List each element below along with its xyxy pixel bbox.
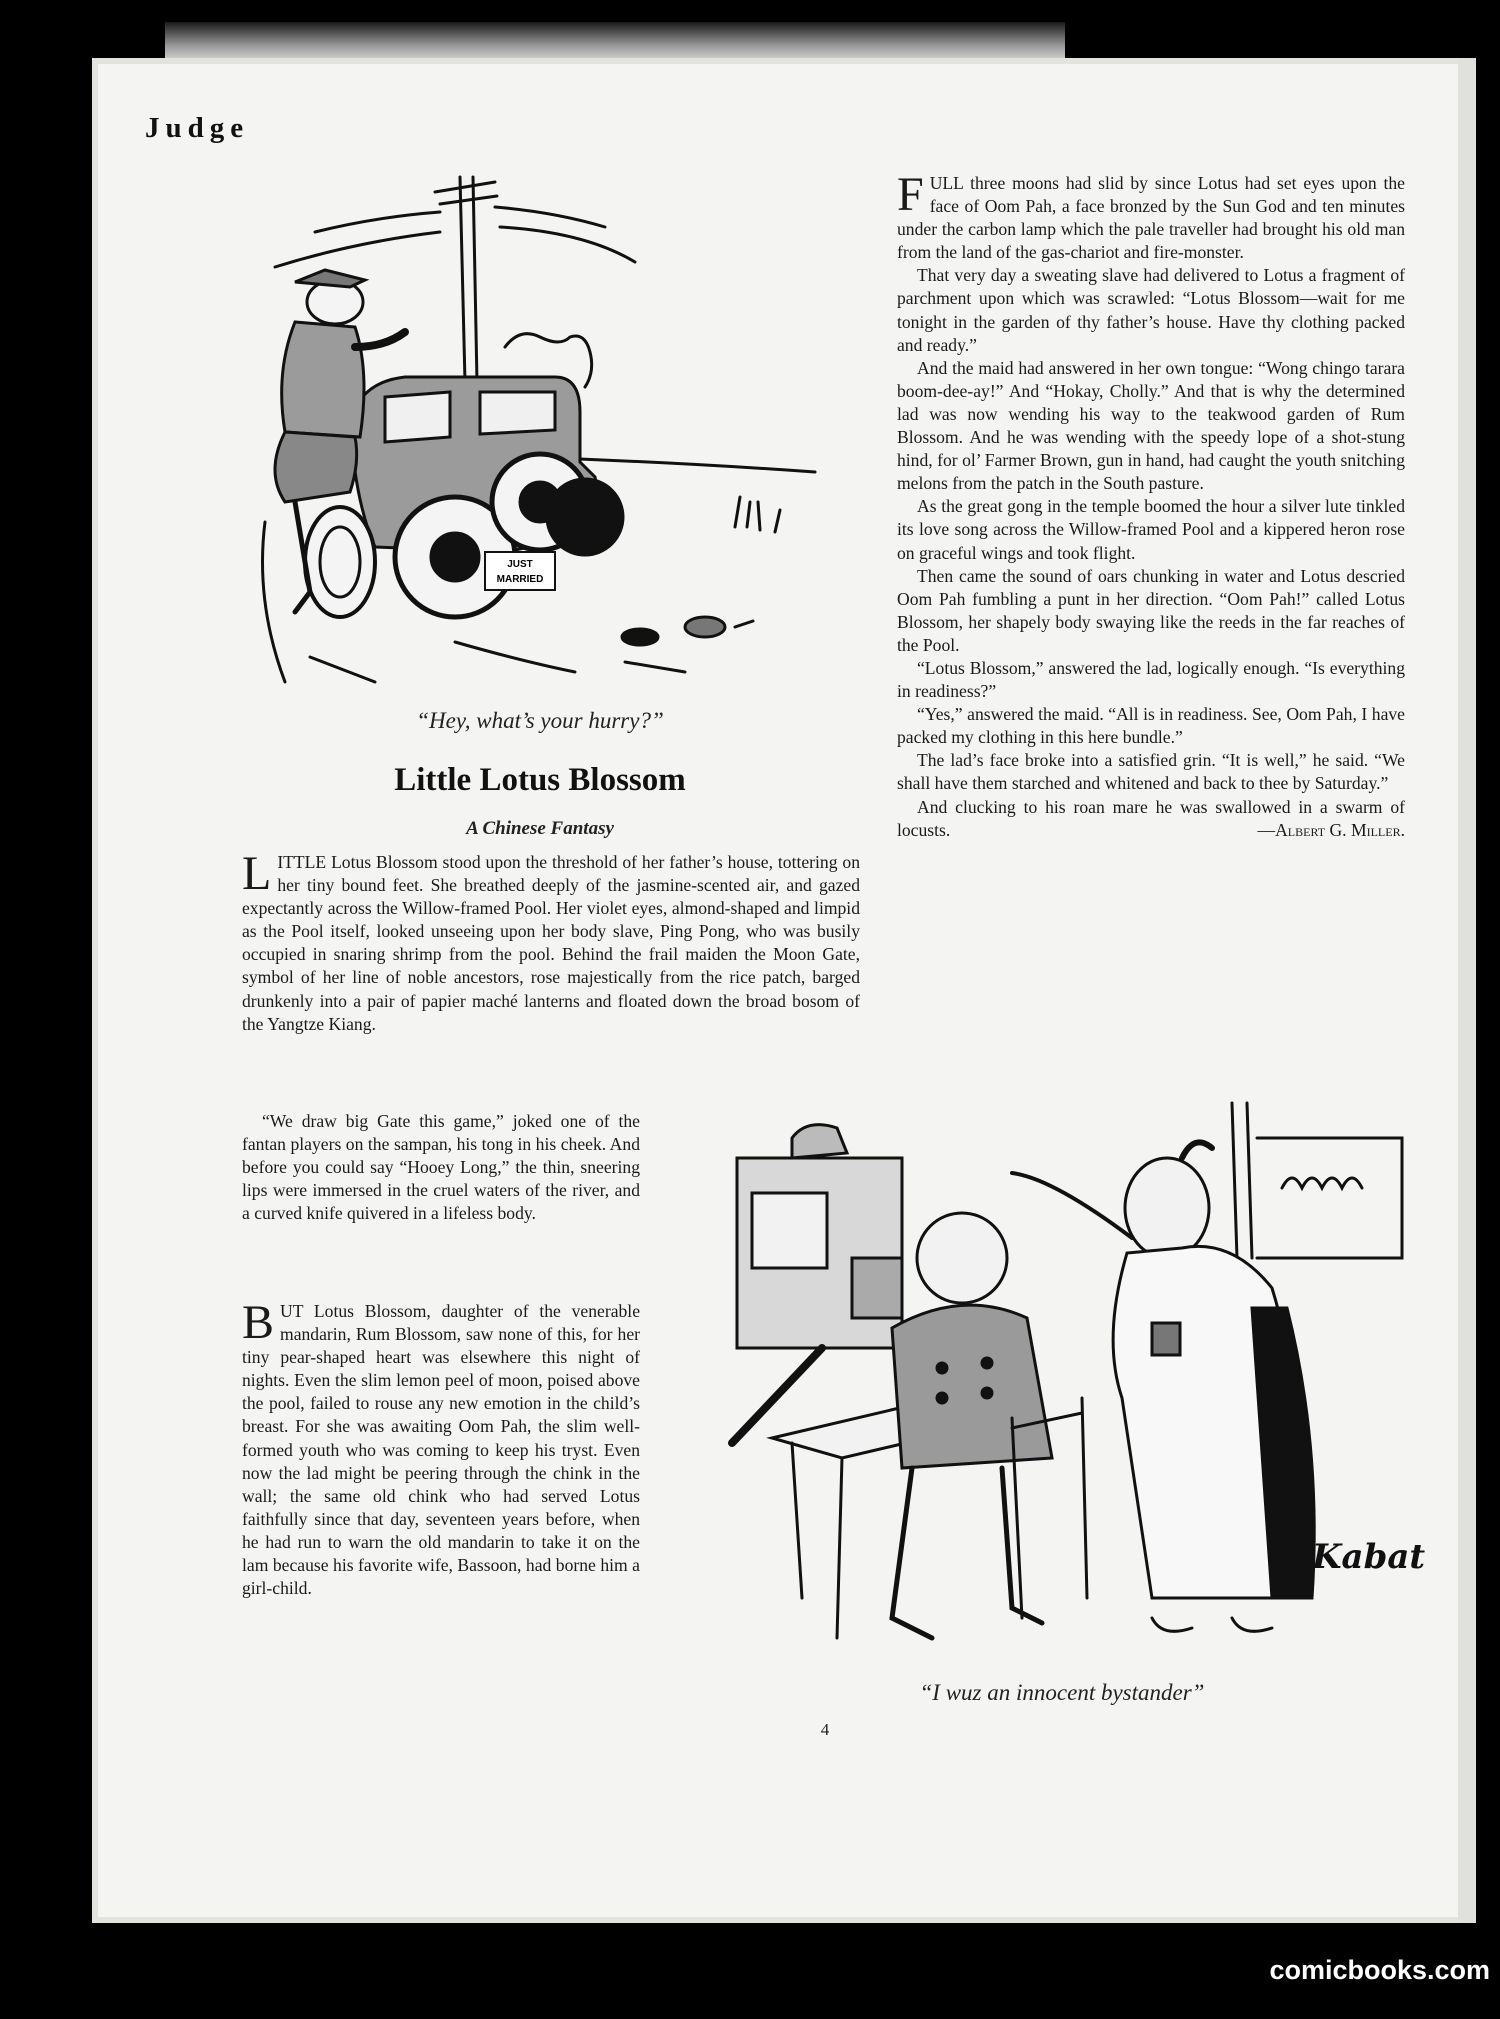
cartoon-car-policeman bbox=[255, 172, 825, 687]
paragraph-3-text: UT Lotus Blossom, daughter of the venerable mandarin, Rum Blossom, saw none of this, for her tiny pear-shaped heart was elsewhere this night of nights. Even the slim lemon peel of moon, poised above the pool, failed to rouse any new emotion in the child’s breast. For she was awaiting Oom Pah, the slim well-formed youth who was coming to keep his tryst. Even now the lad might be peering through the chink in the wall; the same old chink who had served Lotus faithfully since that day, seventeen years before, when he had run to warn the old mandarin to take it on the lam because his favorite wife, Bassoon, had borne him a girl-child. bbox=[242, 1301, 640, 1599]
paragraph-4 bbox=[897, 168, 1405, 264]
cartoon-caption-bottom: “I wuz an innocent bystander” bbox=[919, 1680, 1205, 1705]
paragraph-6: And the maid had answered in her own tongue: “Wong chingo tarara boom-dee-ay!” And “Hokay, Cholly.” And that is why the determined lad was now wending his way to the teakwood garden of Rum Blossom. And he was wending with the speedy lope of a shot-stung hind, for ol’ Farmer Brown, gun in hand, had caught the youth snitching melons from the patch in the South pasture. bbox=[897, 357, 1405, 494]
paragraph-7: As the great gong in the temple boomed the hour a silver lute tinkled its love song across the Willow-framed Pool and a kippered heron rose on graceful wings and took flight. bbox=[897, 496, 1405, 563]
page-number: 4 bbox=[820, 1720, 830, 1739]
watermark: comicbooks.com bbox=[1269, 1955, 1490, 1985]
cartoonist-signature: Kabat bbox=[1312, 1537, 1426, 1577]
paragraph-2: “We draw big Gate this game,” joked one of the fantan players on the sampan, his tong in his cheek. And before you could say “Hooey Long,” the thin, sneering lips were immersed in the cruel waters of the river, and a curved knife quivered in a lifeless body. bbox=[242, 1111, 640, 1224]
drop-cap: B bbox=[242, 1296, 275, 1349]
article-column-1c bbox=[242, 1296, 640, 1600]
paragraph-3 bbox=[242, 1296, 640, 1600]
paragraph-11: The lad’s face broke into a satisfied grin. “It is well,” he said. “We shall have them starched and whitened and back to thee by Saturday.” bbox=[897, 750, 1405, 794]
page-gutter bbox=[1458, 58, 1476, 1923]
article-column-2 bbox=[897, 168, 1405, 842]
paragraph-1 bbox=[242, 847, 860, 1036]
sign-text-1: JUST bbox=[507, 559, 533, 570]
cartoon-kitchen bbox=[712, 1098, 1426, 1673]
paragraph-12 bbox=[897, 796, 1405, 842]
paragraph-9: “Lotus Blossom,” answered the lad, logically enough. “Is everything in readiness?” bbox=[897, 657, 1405, 702]
magazine-name: Judge bbox=[145, 112, 250, 144]
byline: —Albert G. Miller. bbox=[1257, 819, 1405, 840]
paragraph-4-text: ULL three moons had slid by since Lotus had set eyes upon the face of Oom Pah, a face bronzed by the Sun God and ten minutes under the carbon lamp which the pale traveller had brought his old man from the land of the gas-chariot and fire-monster. bbox=[897, 173, 1405, 263]
cartoon-caption-top: “Hey, what’s your hurry?” bbox=[416, 708, 664, 733]
paragraph-12-text: And clucking to his roan mare he was swallowed in a swarm of locusts. bbox=[897, 796, 1405, 840]
drop-cap: F bbox=[897, 168, 924, 221]
article-column-1 bbox=[242, 847, 860, 1036]
article-title: Little Lotus Blossom bbox=[394, 762, 686, 798]
scan-edge bbox=[165, 22, 1065, 62]
article-column-1b bbox=[242, 1110, 640, 1225]
paragraph-1-text: ITTLE Lotus Blossom stood upon the threshold of her father’s house, tottering on her tiny bound feet. She breathed deeply of the jasmine-scented air, and gazed expectantly across the Willow-framed Pool. Her violet eyes, almond-shaped and limpid as the Pool itself, looked unseeing upon her body slave, Ping Pong, who was busily occupied in snaring shrimp from the pool. Behind the frail maiden the Moon Gate, symbol of her line of noble ancestors, rose majestically from the rice patch, barged drunkenly into a pair of papier maché lanterns and floated down the broad bosom of the Yangtze Kiang. bbox=[242, 852, 860, 1034]
paragraph-5: That very day a sweating slave had delivered to Lotus a fragment of parchment upon which was scrawled: “Lotus Blossom—wait for me tonight in the garden of thy father’s house. Have thy clothing packed and ready.” bbox=[897, 265, 1405, 355]
sign-text-2: MARRIED bbox=[496, 574, 544, 585]
paragraph-10: “Yes,” answered the maid. “All is in readiness. See, Oom Pah, I have packed my clothing in this here bundle.” bbox=[897, 704, 1405, 748]
drop-cap: L bbox=[242, 847, 272, 900]
article-subtitle: A Chinese Fantasy bbox=[466, 818, 614, 839]
paragraph-8: Then came the sound of oars chunking in water and Lotus descried Oom Pah fumbling a punt in her direction. “Oom Pah!” called Lotus Blossom, her shapely body swaying like the reeds in the far reaches of the Pool. bbox=[897, 565, 1405, 655]
